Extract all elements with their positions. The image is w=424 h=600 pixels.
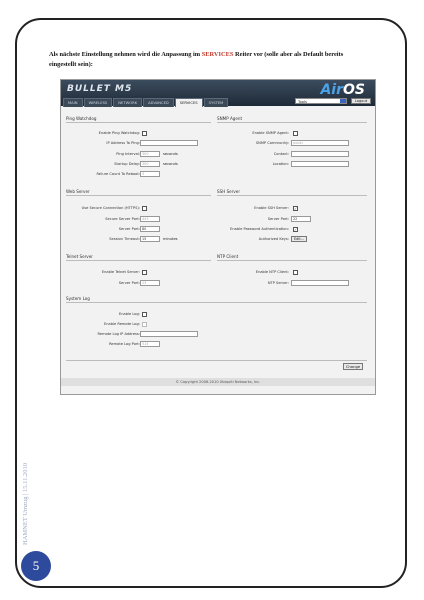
ping-failure-input[interactable]: 3: [140, 171, 160, 177]
snmp-enable-label: Enable SNMP Agent:: [252, 131, 289, 135]
session-timeout-label: Session Timeout:: [109, 237, 140, 241]
https-checkbox[interactable]: [142, 206, 147, 211]
https-label: Use Secure Connection (HTTPS):: [81, 206, 140, 210]
log-enable-label: Enable Log:: [118, 312, 140, 316]
tools-select-value: Tools: [298, 100, 307, 104]
ping-ip-input[interactable]: [140, 140, 198, 146]
ntp-client-title: NTP Client: [217, 254, 239, 259]
unit-seconds: seconds: [163, 152, 178, 156]
divider: [66, 195, 211, 196]
ssh-port-input[interactable]: 22: [291, 216, 311, 222]
ssh-enable-checkbox[interactable]: ✓: [294, 206, 298, 211]
ping-startup-input[interactable]: 300: [140, 161, 160, 167]
divider: [217, 195, 367, 196]
ssh-enable-label: Enable SSH Server:: [254, 206, 289, 210]
divider: [66, 302, 367, 303]
log-enable-checkbox[interactable]: [142, 312, 147, 317]
telnet-enable-label: Enable Telnet Server:: [101, 270, 140, 274]
remote-log-port-input[interactable]: 514: [140, 341, 160, 347]
snmp-agent-title: SNMP Agent: [217, 116, 243, 121]
bullet-logo: BULLET M5: [67, 84, 133, 94]
airos-logo-air: Air: [320, 82, 344, 98]
snmp-location-label: Location:: [272, 162, 289, 166]
remote-log-ip-label: Remote Log IP Address:: [97, 332, 140, 336]
secure-port-input[interactable]: 443: [140, 216, 160, 222]
airos-logo-os: OS: [343, 82, 365, 98]
divider: [66, 122, 211, 123]
intro-highlight: SERVICES: [201, 51, 234, 58]
snmp-community-label: SNMP Community:: [255, 141, 289, 145]
ntp-server-input[interactable]: [291, 280, 349, 286]
telnet-enable-checkbox[interactable]: [142, 270, 147, 275]
tab-main[interactable]: MAIN: [63, 98, 83, 107]
secure-port-label: Secure Server Port:: [105, 217, 140, 221]
snmp-contact-label: Contact:: [273, 152, 289, 156]
remote-log-checkbox[interactable]: [142, 322, 147, 327]
ping-interval-label: Ping Interval:: [116, 152, 140, 156]
airos-header: [61, 80, 375, 106]
ssh-server-title: SSH Server: [217, 189, 241, 194]
snmp-location-input[interactable]: [291, 161, 349, 167]
tab-network[interactable]: NETWORK: [113, 98, 142, 107]
side-footer-text: HAMNET Umzug | 15.11.2010: [22, 462, 29, 545]
tab-services[interactable]: SERVICES: [175, 98, 203, 107]
web-port-input[interactable]: 80: [140, 226, 160, 232]
ssh-password-label: Enable Password Authentication:: [230, 227, 289, 231]
ntp-enable-label: Enable NTP Client:: [255, 270, 289, 274]
airos-screenshot: [60, 79, 376, 395]
change-button[interactable]: Change: [343, 363, 363, 370]
snmp-contact-input[interactable]: [291, 151, 349, 157]
web-port-label: Server Port:: [118, 227, 140, 231]
edit-keys-button[interactable]: Edit...: [291, 236, 307, 242]
chevron-down-icon: [340, 99, 346, 103]
web-server-title: Web Server: [66, 189, 90, 194]
ssh-port-label: Server Port:: [267, 217, 289, 221]
remote-log-ip-input[interactable]: [140, 331, 198, 337]
ntp-enable-checkbox[interactable]: [293, 270, 298, 275]
logout-button[interactable]: Logout: [351, 98, 371, 104]
unit-seconds-2: seconds: [163, 162, 178, 166]
intro-paragraph: [49, 50, 369, 70]
ping-ip-label: IP Address To Ping:: [106, 141, 140, 145]
divider: [217, 122, 367, 123]
page-number: 5: [21, 551, 51, 581]
airos-logo: [320, 82, 365, 98]
snmp-community-input[interactable]: public: [291, 140, 349, 146]
remote-log-label: Enable Remote Log:: [103, 322, 140, 326]
divider: [66, 360, 367, 361]
ping-enable-label: Enable Ping Watchdog:: [98, 131, 140, 135]
authorized-keys-label: Authorized Keys:: [258, 237, 289, 241]
telnet-port-label: Server Port:: [118, 281, 140, 285]
tab-bar: [63, 98, 229, 107]
tools-select[interactable]: [295, 98, 347, 104]
divider: [66, 260, 211, 261]
unit-minutes: minutes: [163, 237, 178, 241]
ping-failure-label: Failure Count To Reboot:: [96, 172, 140, 176]
ping-interval-input[interactable]: 300: [140, 151, 160, 157]
tab-advanced[interactable]: ADVANCED: [143, 98, 174, 107]
ping-watchdog-title: Ping Watchdog: [66, 116, 97, 121]
telnet-port-input[interactable]: 23: [140, 280, 160, 286]
intro-text: Als nächste Einstellung nehmen wird die Anpassung im: [49, 51, 202, 58]
session-timeout-input[interactable]: 15: [140, 236, 160, 242]
system-log-title: System Log: [66, 296, 90, 301]
ntp-server-label: NTP Server:: [267, 281, 289, 285]
intro-text-end: Reiter vor (solle aber als Default bereits eingestellt sein):: [49, 51, 344, 68]
ssh-password-checkbox[interactable]: ✓: [294, 227, 298, 232]
ping-enable-checkbox[interactable]: [142, 131, 147, 136]
telnet-server-title: Telnet Server: [66, 254, 93, 259]
divider: [217, 260, 367, 261]
tab-system[interactable]: SYSTEM: [204, 98, 229, 107]
tab-wireless[interactable]: WIRELESS: [84, 98, 113, 107]
copyright-footer: © Copyright 2006-2010 Ubiquiti Networks, Inc.: [61, 378, 375, 386]
snmp-enable-checkbox[interactable]: [293, 131, 298, 136]
ping-startup-label: Startup Delay:: [114, 162, 140, 166]
remote-log-port-label: Remote Log Port:: [109, 342, 140, 346]
